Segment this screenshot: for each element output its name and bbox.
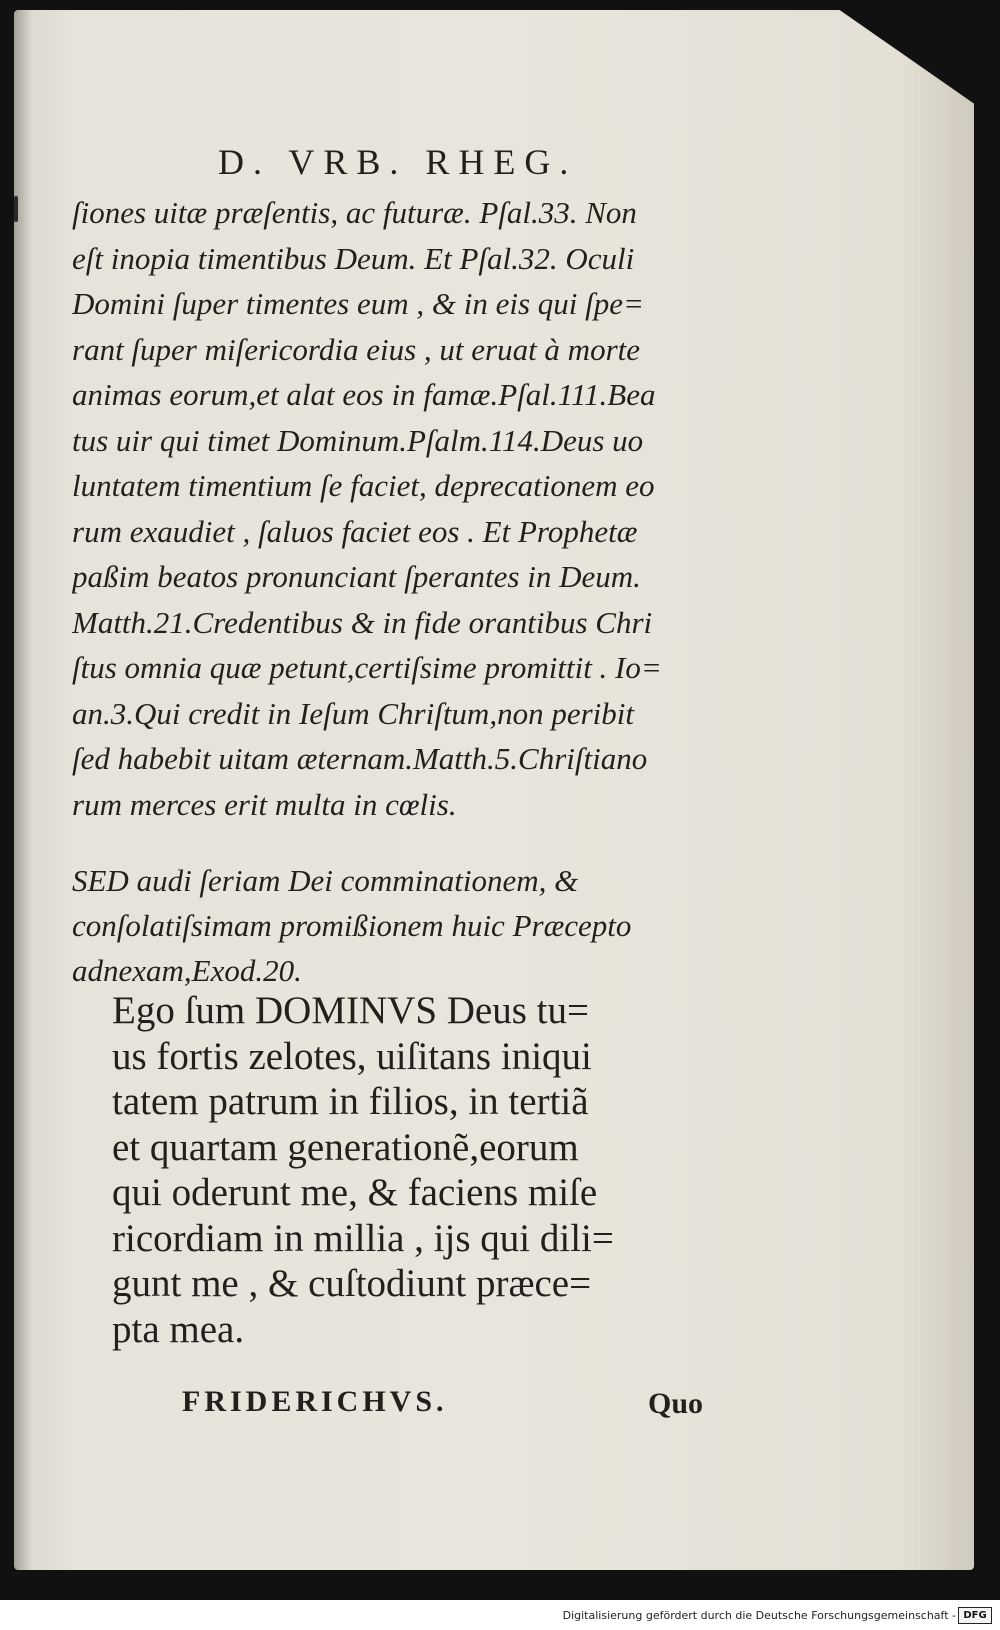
speaker-name: FRIDERICHVS. [182,1385,448,1418]
text-line: rum exaudiet , ſaluos faciet eos . Et Prophetæ [72,513,638,549]
text-line: Matth.21.Credentibus & in fide orantibus Chri [72,604,653,640]
text-line: animas eorum,et alat eos in famæ.Pſal.111.Bea [72,377,656,412]
paragraph-2 [72,858,762,993]
text-line: Domini ſuper timentes eum , & in eis qui ſpe= [72,286,644,321]
text-line: SED audi ſeriam Dei comminationem, & [72,863,579,898]
text-line: qui oderunt me, & faciens miſe [112,1171,598,1214]
credit-bar [0,1600,1000,1630]
dfg-logo-icon: DFG [958,1607,992,1624]
text-line: et quartam generationẽ,eorum [112,1125,579,1169]
text-line: pta mea. [112,1307,245,1351]
page-gutter-shadow [14,10,32,1570]
text-line: adnexam,Exod.20. [72,953,302,988]
text-line: ſtus omnia quæ petunt,certiſsime promittit . Io= [72,650,662,685]
text-line: tus uir qui timet Dominum.Pſalm.114.Deus uo [72,422,644,458]
text-line: ſiones uitæ præſentis, ac futuræ. Pſal.33. Non [72,195,637,230]
paragraph-1 [72,190,762,827]
text-line: tatem patrum in filios, in tertiã [112,1080,589,1123]
funding-credit: Digitalisierung gefördert durch die Deutsche Forschungsgemeinschaft - [562,1609,956,1622]
text-line: rant ſuper miſericordia eius , ut eruat à morte [72,331,641,367]
text-line: us fortis zelotes, uiſitans iniqui [112,1034,592,1078]
text-line: conſolatiſsimam promißionem huic Præcepto [72,908,632,943]
text-line: eſt inopia timentibus Deum. Et Pſal.32. Oculi [72,240,635,276]
text-line: gunt me , & cuſtodiunt præce= [112,1262,592,1305]
text-line: an.3.Qui credit in Ieſum Chriſtum,non peribit [72,695,634,731]
gutter-mark [14,196,18,222]
running-header: D. VRB. RHEG. [218,142,578,182]
text-line: ſed habebit uitam æternam.Matth.5.Chriſtiano [72,741,648,776]
text-line: ricordiam in millia , ijs qui dili= [112,1216,614,1260]
text-line: luntatem timentium ſe faciet, deprecationem eo [72,468,655,503]
text-line: rum merces erit multa in cœlis. [72,786,457,822]
text-line: Ego ſum DOMINVS Deus tu= [112,989,589,1032]
scripture-quotation [112,988,712,1352]
catchword: Quo [648,1387,704,1420]
text-line: paßim beatos pronunciant ſperantes in Deum. [72,559,641,594]
